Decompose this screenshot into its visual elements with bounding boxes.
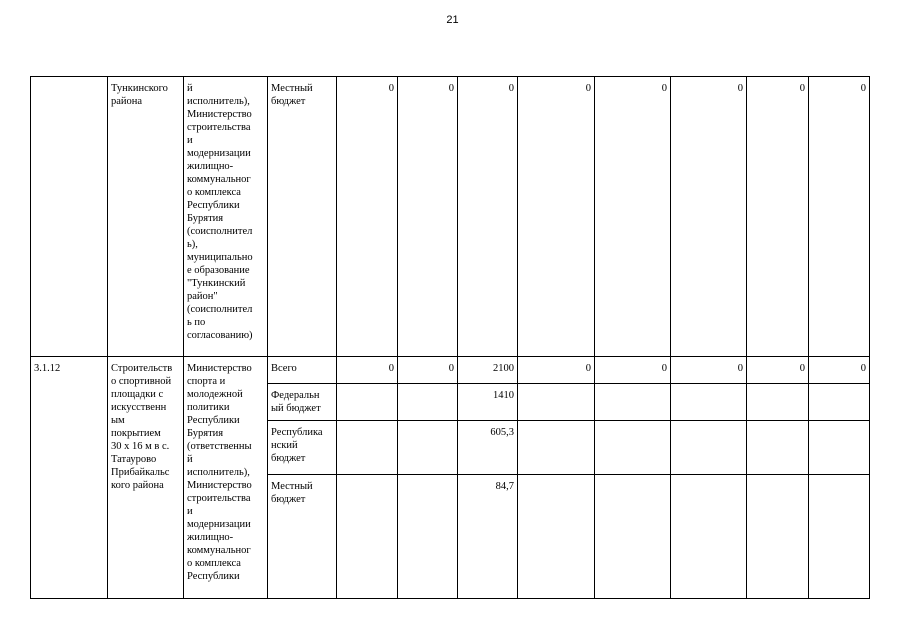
cell-value: [518, 475, 595, 599]
cell-executor: й исполнитель), Министерство строительства и модернизации жилищно- коммунальног о комплекса Республики Бурятия (соисполнител ь), муниципально е образование "Тункинский район" (соисполнител ь по согласованию): [184, 77, 268, 357]
cell-number: 3.1.12: [31, 357, 108, 599]
cell-value: [747, 421, 809, 475]
page-number: 21: [446, 14, 459, 26]
cell-value: [518, 421, 595, 475]
cell-value: 0: [809, 77, 870, 357]
cell-value: [337, 475, 398, 599]
cell-value: [595, 384, 671, 421]
cell-value: [518, 384, 595, 421]
cell-value: [671, 384, 747, 421]
cell-value: [747, 384, 809, 421]
cell-value: 0: [518, 357, 595, 384]
cell-value: 0: [458, 77, 518, 357]
cell-executor: Министерство спорта и молодежной политики Республики Бурятия (ответственны й исполнитель), Министерство строительства и модернизации жилищно- коммунальног о комплекса Республики: [184, 357, 268, 599]
cell-value: [595, 475, 671, 599]
cell-value: 2100: [458, 357, 518, 384]
cell-value: [398, 475, 458, 599]
cell-funding-source: Местный бюджет: [268, 475, 337, 599]
cell-value: 0: [337, 77, 398, 357]
cell-value: [398, 421, 458, 475]
cell-value: [337, 421, 398, 475]
cell-value: [809, 384, 870, 421]
cell-value: 1410: [458, 384, 518, 421]
cell-value: 0: [398, 357, 458, 384]
table-row: [31, 77, 870, 357]
cell-value: [671, 421, 747, 475]
cell-event-name: Строительств о спортивной площадки с искусственн ым покрытием 30 х 16 м в с. Татаурово Прибайкальс кого района: [108, 357, 184, 599]
budget-table: [30, 76, 870, 599]
cell-funding-source: Федеральн ый бюджет: [268, 384, 337, 421]
cell-value: [747, 475, 809, 599]
cell-value: [337, 384, 398, 421]
cell-funding-source: Республика нский бюджет: [268, 421, 337, 475]
cell-value: 0: [595, 357, 671, 384]
cell-value: 0: [747, 357, 809, 384]
cell-value: 0: [809, 357, 870, 384]
cell-value: 0: [398, 77, 458, 357]
cell-funding-source: Местный бюджет: [268, 77, 337, 357]
cell-value: 84,7: [458, 475, 518, 599]
cell-value: 0: [518, 77, 595, 357]
table-row: [31, 357, 870, 384]
cell-value: 605,3: [458, 421, 518, 475]
cell-value: [595, 421, 671, 475]
cell-value: 0: [595, 77, 671, 357]
cell-event-name: Тункинского района: [108, 77, 184, 357]
cell-value: 0: [671, 77, 747, 357]
cell-value: 0: [337, 357, 398, 384]
cell-funding-source: Всего: [268, 357, 337, 384]
cell-value: 0: [747, 77, 809, 357]
cell-value: [809, 421, 870, 475]
cell-value: [671, 475, 747, 599]
cell-number: [31, 77, 108, 357]
cell-value: 0: [671, 357, 747, 384]
cell-value: [398, 384, 458, 421]
cell-value: [809, 475, 870, 599]
